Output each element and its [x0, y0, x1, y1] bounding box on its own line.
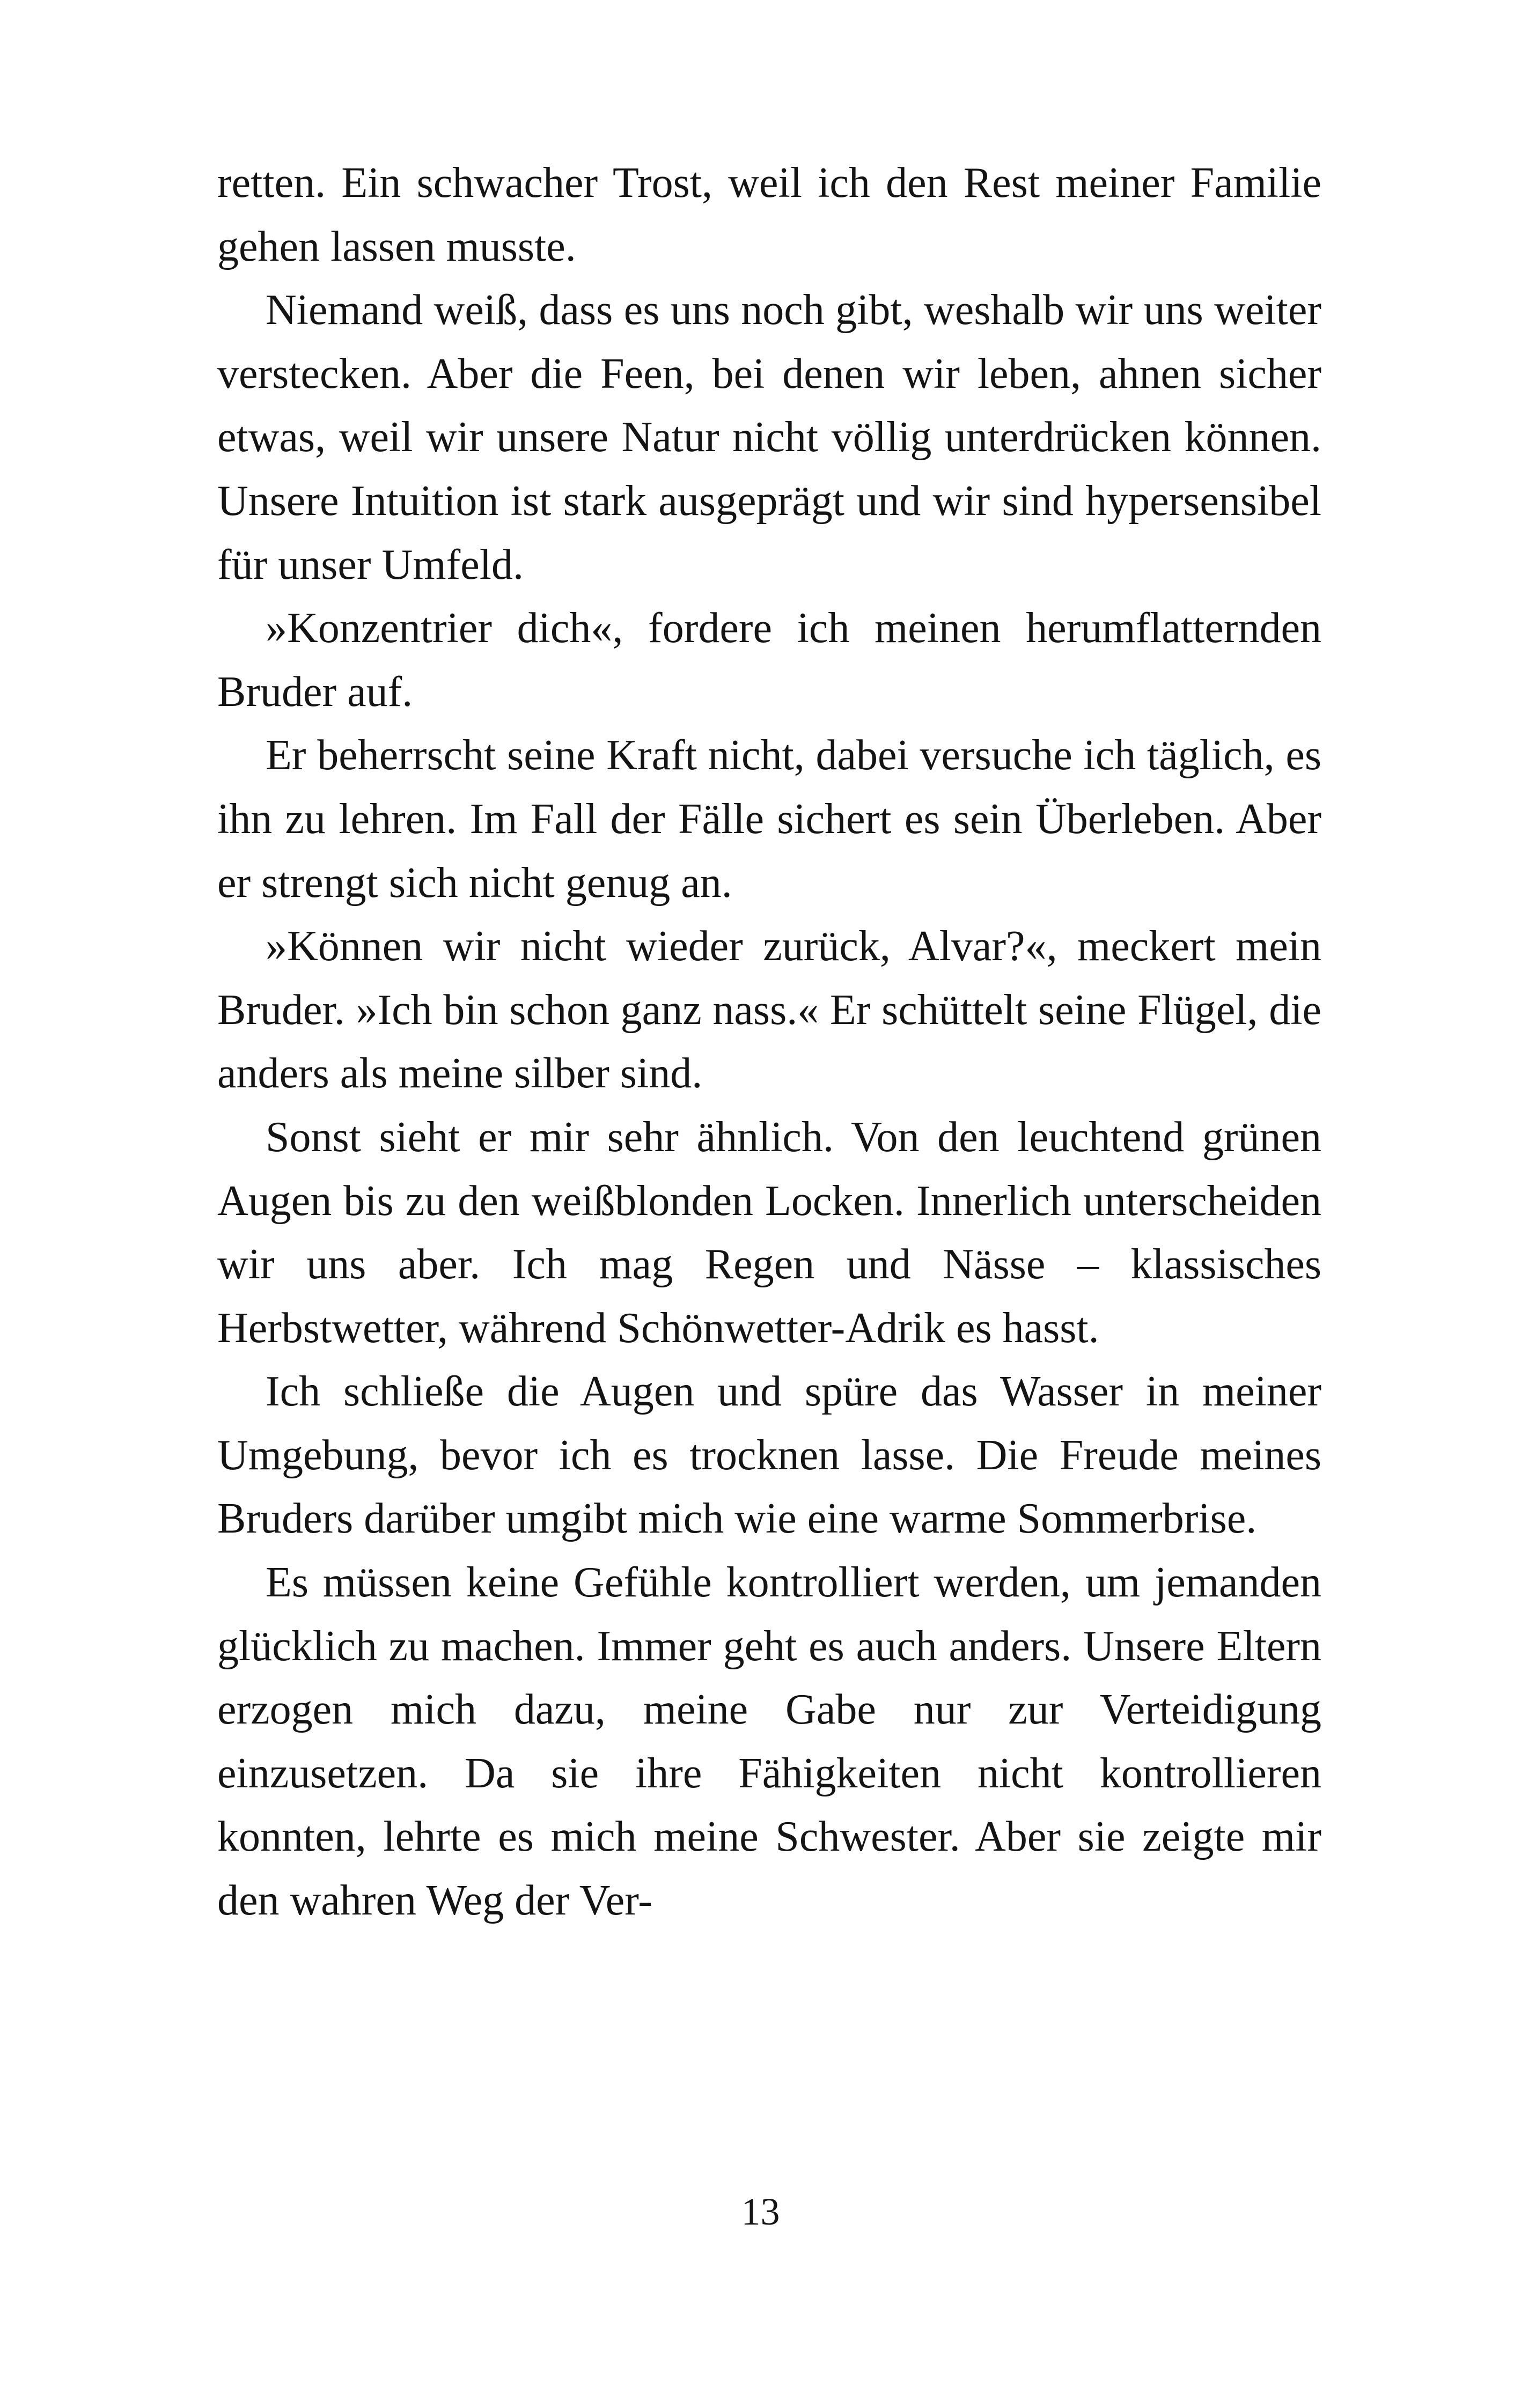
page-number: 13	[741, 2190, 780, 2233]
paragraph-7: Ich schließe die Augen und spüre das Wasser in meiner Umgebung, bevor ich es trocknen lasse. Die Freude meines Bruders darüber umgibt mich wie eine warme Sommerbrise.	[217, 1368, 1321, 1543]
paragraph-1: retten. Ein schwacher Trost, weil ich den Rest meiner Familie gehen lassen musste.	[217, 159, 1321, 270]
body-text	[217, 151, 1321, 1933]
paragraph-8: Es müssen keine Gefühle kontrolliert werden, um jemanden glücklich zu machen. Immer geht es auch anders. Unsere Eltern erzogen mich dazu, meine Gabe nur zur Verteidigung einzusetzen. Da sie ihre Fähigkeiten nicht kontrollieren konnten, lehrte es mich meine Schwester. Aber sie zeigte mir den wahren Weg der Ver-	[217, 1559, 1321, 1925]
paragraph-4: Er beherrscht seine Kraft nicht, dabei versuche ich täglich, es ihn zu lehren. Im Fall der Fälle sichert es sein Überleben. Aber er strengt sich nicht genug an.	[217, 732, 1321, 907]
paragraph-3: »Konzentrier dich«, fordere ich meinen herumflatternden Bruder auf.	[217, 605, 1321, 716]
paragraph-2: Niemand weiß, dass es uns noch gibt, weshalb wir uns weiter verstecken. Aber die Feen, bei denen wir leben, ahnen sicher etwas, weil wir unsere Natur nicht völlig unterdrücken können. Unsere Intuition ist stark ausgeprägt und wir sind hypersensibel für unser Umfeld.	[217, 286, 1321, 588]
paragraph-6: Sonst sieht er mir sehr ähnlich. Von den leuchtend grünen Augen bis zu den weißblonden Locken. Innerlich unterscheiden wir uns aber. Ich mag Regen und Nässe – klassisches Herbstwetter, während Schönwetter-Adrik es hasst.	[217, 1113, 1321, 1352]
paragraph-5: »Können wir nicht wieder zurück, Alvar?«, meckert mein Bruder. »Ich bin schon ganz nass.« Er schüttelt seine Flügel, die anders als meine silber sind.	[217, 923, 1321, 1098]
